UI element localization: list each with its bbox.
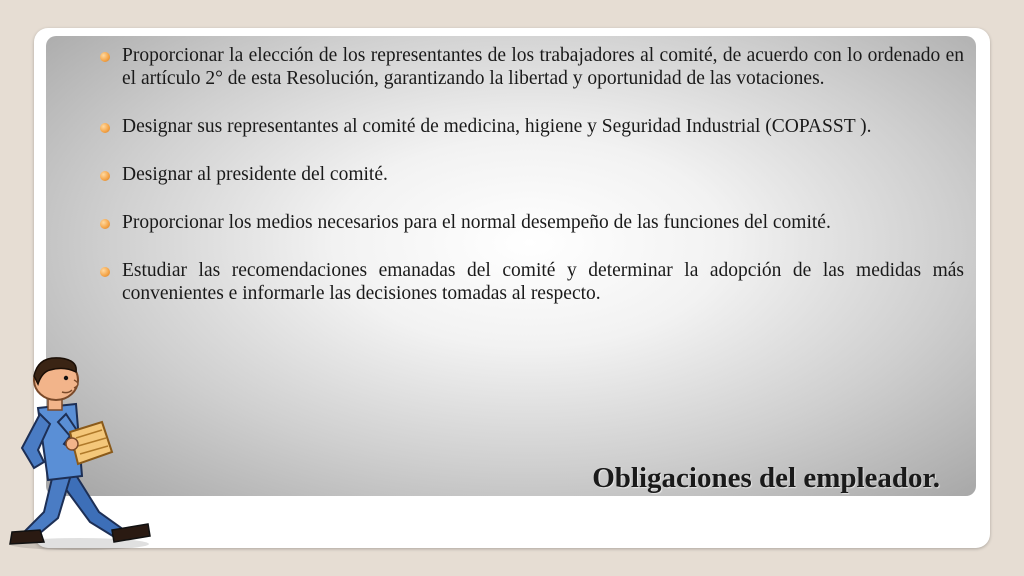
bullet-icon [100,267,110,277]
bullet-icon [100,219,110,229]
bullet-icon [100,52,110,62]
worker-illustration-icon [4,352,154,552]
bullet-text: Proporcionar la elección de los representantes de los trabajadores al comité, de acuerdo con lo ordenado en el artículo 2° de esta Resolución, garantizando la libertad y oportunidad de las votaciones. [122,45,964,89]
slide-title: Obligaciones del empleador. [592,462,940,494]
list-item [100,211,964,234]
bullet-icon [100,123,110,133]
bullet-text: Designar sus representantes al comité de medicina, higiene y Seguridad Industrial (COPASST ). [122,116,872,137]
bullet-list [100,44,964,330]
bullet-text: Proporcionar los medios necesarios para el normal desempeño de las funciones del comité. [122,212,831,233]
list-item [100,163,964,186]
bullet-text: Designar al presidente del comité. [122,164,388,185]
list-item [100,259,964,305]
bullet-icon [100,171,110,181]
list-item [100,44,964,90]
bullet-text: Estudiar las recomendaciones emanadas del comité y determinar la adopción de las medidas más convenientes e informarle las decisiones tomadas al respecto. [122,260,964,304]
list-item [100,115,964,138]
